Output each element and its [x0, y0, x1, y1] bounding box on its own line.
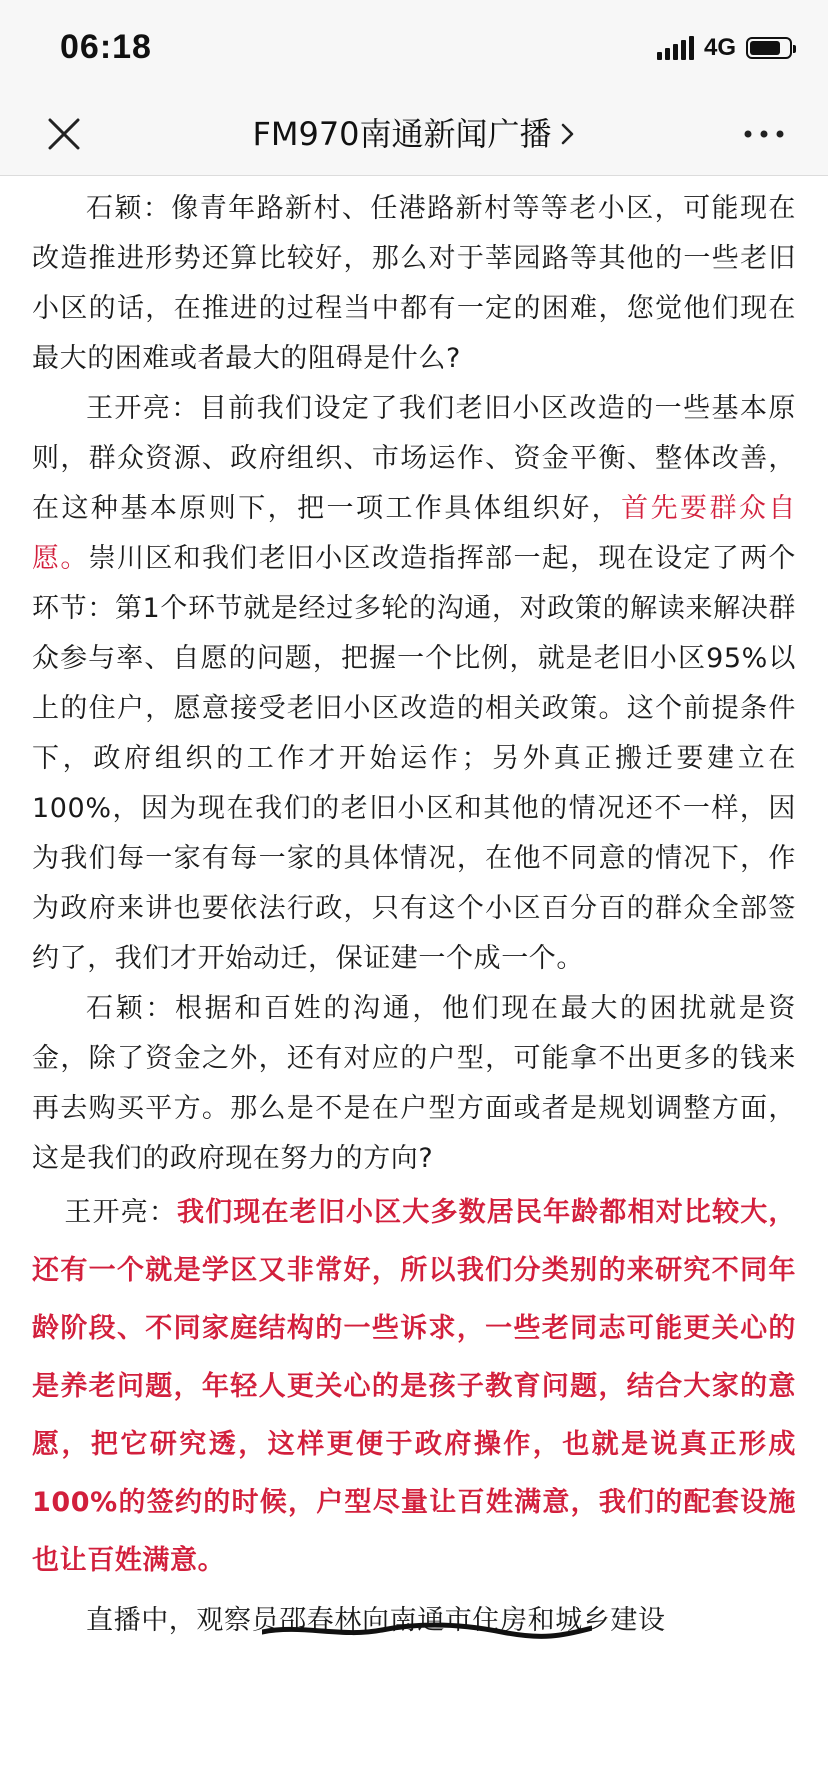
more-button[interactable]: [742, 124, 786, 144]
speaker-label: 王开亮：: [64, 1197, 178, 1228]
article-paragraph: [32, 984, 796, 1184]
article-paragraph: [32, 1596, 796, 1646]
highlighted-text: 我们现在老旧小区大多数居民年龄都相对比较大，还有一个就是学区又非常好，所以我们分类别的来研究不同年龄阶段、不同家庭结构的一些诉求，一些老同志可能更关心的是养老问题，年轻人更关心的是孩子教育问题，结合大家的意愿，把它研究透，这样更便于政府操作，也就是说真正形成100%的签约的时候，户型尽量让百姓满意，我们的配套设施也让百姓满意。: [32, 1197, 796, 1576]
paragraph-text: 崇川区和我们老旧小区改造指挥部一起，现在设定了两个环节：第1个环节就是经过多轮的沟通，对政策的解读来解决群众参与率、自愿的问题，把握一个比例，就是老旧小区95%以上的住户，愿意接受老旧小区改造的相关政策。这个前提条件下，政府组织的工作才开始运作；另外真正搬迁要建立在100%，因为现在我们的老旧小区和其他的情况还不一样，因为我们每一家有每一家的具体情况，在他不同意的情况下，作为政府来讲也要依法行政，只有这个小区百分百的群众全部签约了，我们才开始动迁，保证建一个成一个。: [32, 543, 797, 974]
more-icon: [742, 124, 786, 144]
article-body: [32, 184, 796, 1646]
paragraph-text: 石颖：根据和百姓的沟通，他们现在最大的困扰就是资金，除了资金之外，还有对应的户型，可能拿不出更多的钱来再去购买平方。那么是不是在户型方面或者是规划调整方面，这是我们的政府现在努力的方向?: [32, 993, 796, 1174]
paragraph-text: 王开亮：目前我们设定了我们老旧小区改造的一些基本原则，群众资源、政府组织、市场运作、资金平衡、整体改善，在这种基本原则下，把一项工作具体组织好，: [32, 393, 796, 524]
battery-fill: [750, 41, 780, 55]
status-indicators: [657, 34, 792, 62]
scribble-mark: [262, 1620, 592, 1640]
article-paragraph: [32, 384, 796, 984]
paragraph-text: 石颖：像青年路新村、任港路新村等等老小区，可能现在改造推进形势还算比较好，那么对于莘园路等其他的一些老旧小区的话，在推进的过程当中都有一定的困难，您觉他们现在最大的困难或者最大的阻碍是什么?: [32, 193, 796, 374]
network-type: 4G: [703, 34, 736, 61]
battery-icon: [746, 37, 792, 59]
paragraph-text: 直播中，观察员邵春林向南通市住房和城乡建设: [86, 1605, 666, 1636]
nav-bar: [0, 96, 828, 176]
account-title-link[interactable]: [0, 110, 828, 158]
article-paragraph: [32, 1184, 796, 1590]
status-bar: [0, 0, 828, 96]
highlighted-text: 首先要群众自愿。: [32, 493, 797, 574]
signal-icon: [657, 36, 694, 60]
status-time: 06:18: [60, 28, 152, 66]
chevron-right-icon: [560, 122, 576, 146]
page-title: FM970南通新闻广播: [252, 115, 552, 153]
article-paragraph: [32, 184, 796, 384]
